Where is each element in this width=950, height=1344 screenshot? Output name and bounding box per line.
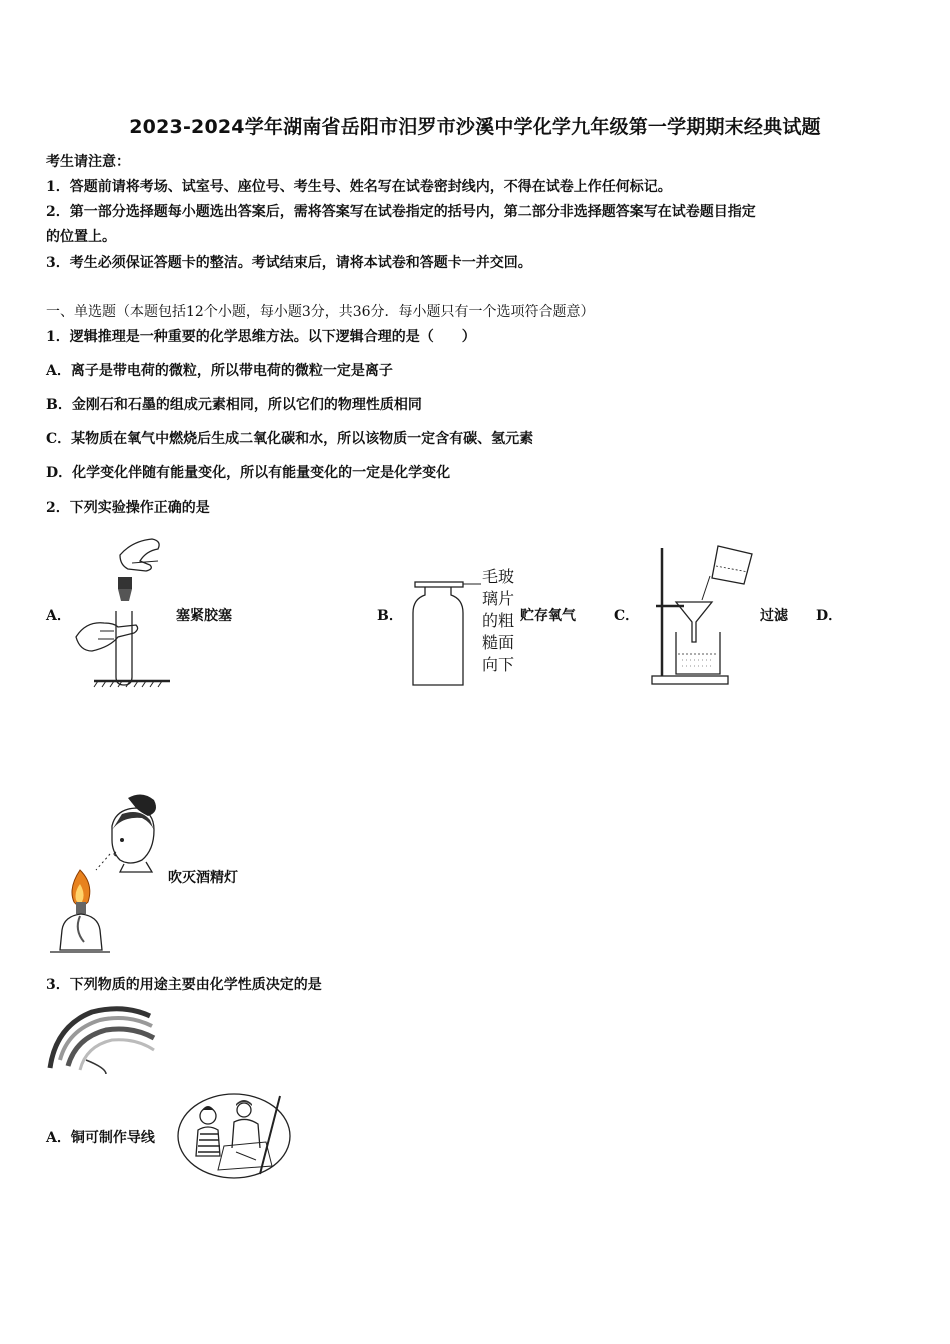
q1-option-a: A．离子是带电荷的微粒，所以带电荷的微粒一定是离子 (46, 363, 393, 379)
bottle-note-line: 毛玻 (482, 567, 515, 586)
workers-illustration (176, 1090, 292, 1180)
q3-stem: 3．下列物质的用途主要由化学性质决定的是 (46, 977, 322, 993)
q3-option-a: A．铜可制作导线 (46, 1130, 155, 1146)
q2-caption-d: 吹灭酒精灯 (168, 870, 238, 886)
filtration-illustration (648, 542, 758, 690)
q1-option-c: C．某物质在氧气中燃烧后生成二氧化碳和水，所以该物质一定含有碳、氢元素 (46, 431, 534, 447)
bottle-note-line: 向下 (482, 655, 515, 674)
q2-stem: 2．下列实验操作正确的是 (46, 500, 210, 516)
bottle-note (482, 566, 522, 676)
section-heading: 一、单选题（本题包括12个小题，每小题3分，共36分．每小题只有一个选项符合题意） (46, 304, 595, 320)
notice-item-1: 1．答题前请将考场、试室号、座位号、考生号、姓名写在试卷密封线内，不得在试卷上作任何标记。 (46, 179, 672, 195)
notice-item-2: 2．第一部分选择题每小题选出答案后，需将答案写在试卷指定的括号内，第二部分非选择题答案写在试卷题目指定 (46, 204, 756, 220)
q2-label-a: A． (46, 608, 71, 624)
q2-label-b: B． (377, 608, 403, 624)
alcohol-lamp-illustration (50, 790, 165, 955)
q2-label-d: D． (816, 608, 843, 624)
notice-heading: 考生请注意： (46, 154, 130, 170)
q2-caption-b: 贮存氧气 (520, 608, 576, 624)
bottle-note-line: 璃片 (482, 589, 515, 608)
notice-item-2-cont: 的位置上。 (46, 229, 116, 245)
q2-caption-a: 塞紧胶塞 (176, 608, 232, 624)
q1-option-b: B．金刚石和石墨的组成元素相同，所以它们的物理性质相同 (46, 397, 422, 413)
gas-bottle-illustration (405, 575, 485, 690)
q1-stem: 1．逻辑推理是一种重要的化学思维方法。以下逻辑合理的是（ ） (46, 329, 476, 345)
copper-wire-illustration (46, 1002, 156, 1078)
q2-caption-c: 过滤 (760, 608, 788, 624)
q1-option-d: D．化学变化伴随有能量变化，所以有能量变化的一定是化学变化 (46, 465, 451, 481)
test-tube-stopper-illustration (70, 535, 175, 690)
bottle-note-line: 的粗 (482, 611, 515, 630)
bottle-note-line: 糙面 (482, 633, 515, 652)
q2-label-c: C． (614, 608, 640, 624)
notice-item-3: 3．考生必须保证答题卡的整洁。考试结束后，请将本试卷和答题卡一并交回。 (46, 255, 532, 271)
page-title: 2023-2024学年湖南省岳阳市汨罗市沙溪中学化学九年级第一学期期末经典试题 (129, 116, 821, 138)
